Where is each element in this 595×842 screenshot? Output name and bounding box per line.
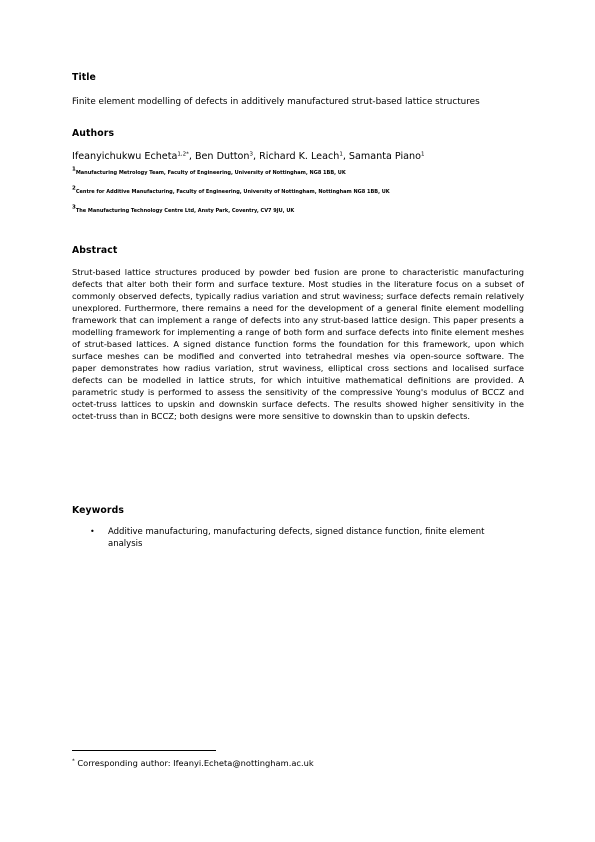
abstract-heading: Abstract — [72, 245, 118, 256]
footnote-text: Corresponding author: Ifeanyi.Echeta@nottingham.ac.uk — [77, 758, 314, 768]
keywords-list — [90, 526, 514, 550]
bullet-icon: • — [90, 527, 95, 536]
author-name: Samanta Piano — [348, 151, 421, 162]
affiliation-3 — [72, 204, 524, 215]
affiliation-text: Manufacturing Metrology Team, Faculty of Engineering, University of Nottingham, NG8 1BB, UK — [75, 170, 346, 176]
keywords-heading: Keywords — [72, 505, 124, 516]
affiliation-number: 3 — [72, 204, 76, 211]
author-affiliation-marker: 1 — [339, 151, 343, 158]
authors-heading: Authors — [72, 128, 115, 139]
author-separator: , — [188, 151, 195, 162]
abstract-body: Strut-based lattice structures produced by powder bed fusion are prone to characteristic manufacturing defects that alter both their form and surface texture. Most studies in the literature focus on a subset of commonly observed defects, typically radius variation and strut waviness; surface defects remain relatively unexplored. Furthermore, there remains a need for the development of a general finite element modelling framework that can implement a range of defects into any strut-based lattice design. This paper presents a modelling framework for implementing a range of both form and surface defects into finite element meshes of strut-based lattices. A signed distance function forms the foundation for this framework, upon which surface meshes can be modified and converted into tetrahedral meshes via open-source software. The paper demonstrates how radius variation, strut waviness, elliptical cross sections and localised surface defects can be modelled in lattice struts, for which intuitive mathematical definitions are provided. A parametric study is performed to assess the sensitivity of the compressive Young's modulus of BCCZ and octet-truss lattices to upskin and downskin surface defects. The results showed higher sensitivity in the octet-truss than in BCCZ; both designs were more sensitive to downskin than to upskin defects. — [72, 267, 524, 421]
affiliation-number: 2 — [72, 185, 76, 192]
affiliation-text: The Manufacturing Technology Centre Ltd, Ansty Park, Coventry, CV7 9JU, UK — [75, 208, 295, 214]
author-separator: , — [253, 151, 260, 162]
title-heading: Title — [72, 72, 96, 83]
footnote-marker: * — [72, 758, 75, 765]
corresponding-author-footnote — [72, 757, 314, 769]
author-affiliation-marker: 3 — [249, 151, 254, 158]
author-affiliation-marker: 1 — [420, 151, 425, 158]
keywords-item: Additive manufacturing, manufacturing defects, signed distance function, finite element analysis — [108, 527, 485, 549]
author-separator: , — [342, 151, 349, 162]
author-name: Ben Dutton — [194, 151, 250, 162]
affiliation-2 — [72, 185, 524, 196]
author-affiliation-marker: 1,2* — [177, 151, 189, 158]
author-name: Richard K. Leach — [259, 151, 340, 162]
footnote-separator — [72, 750, 216, 751]
affiliation-text: Centre for Additive Manufacturing, Faculty of Engineering, University of Nottingham, Nottingham NG8 1BB, UK — [75, 189, 390, 195]
affiliation-1 — [72, 166, 524, 177]
affiliation-number: 1 — [72, 166, 76, 173]
author-name: Ifeanyichukwu Echeta — [72, 151, 178, 162]
author-list — [72, 150, 524, 163]
paper-title: Finite element modelling of defects in additively manufactured strut-based lattice structures — [72, 97, 480, 107]
